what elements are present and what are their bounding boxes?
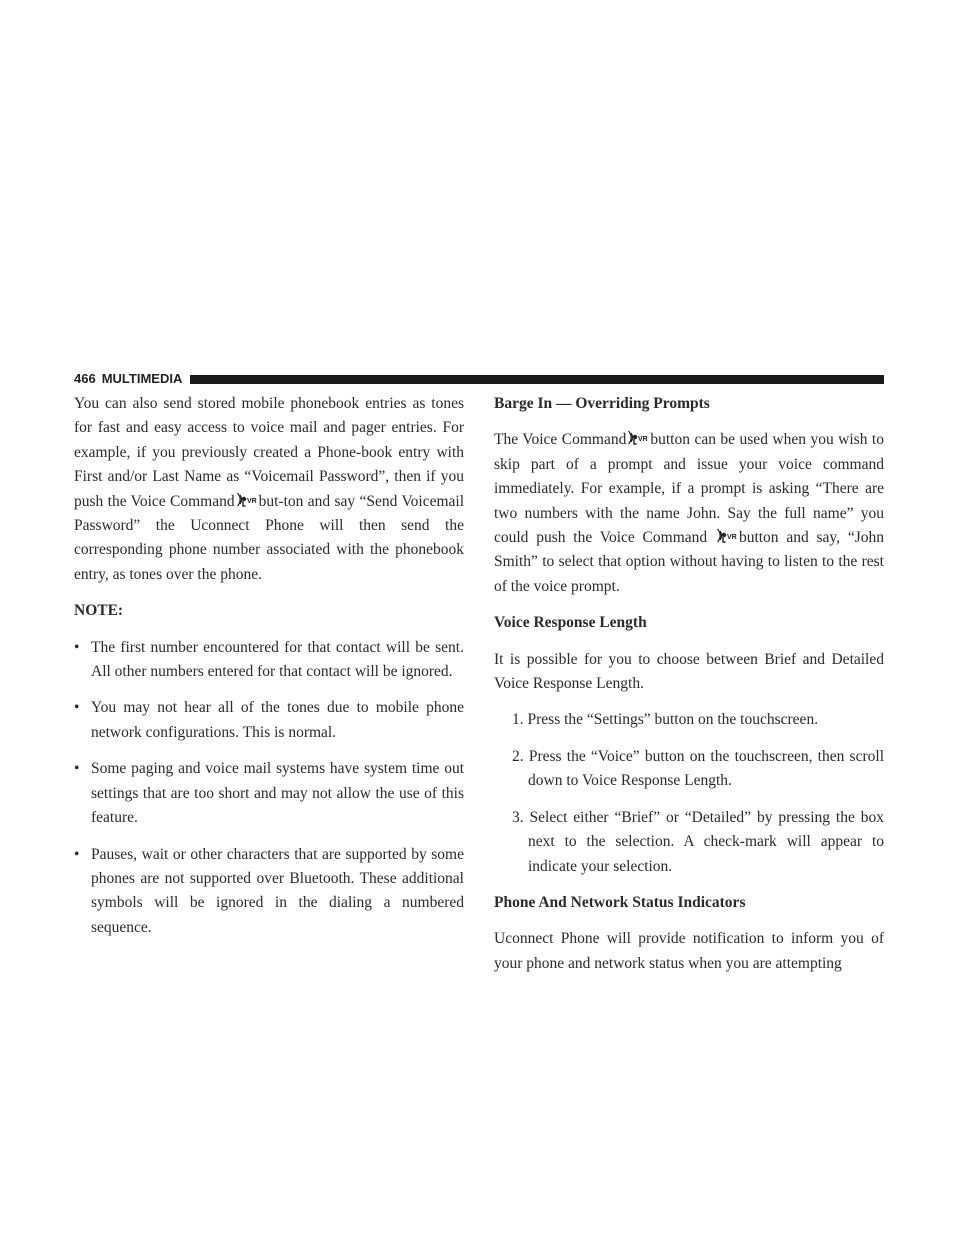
voice-response-length-paragraph: It is possible for you to choose between Brief and Detailed Voice Response Length.	[494, 650, 884, 693]
barge-text-b: button can be used when you wish to skip part of a prompt and issue your voice command immediately. For example, if a prompt is asking “There are two numbers with the name John. Say the full name” you could push the Voice Command	[494, 431, 884, 547]
note-list	[74, 636, 464, 940]
left-column	[74, 392, 464, 940]
list-item	[74, 636, 464, 685]
intro-text-b: but-ton and say “Send Voicemail Password” the Uconnect Phone will then send the corresponding phone number associated with the phonebook entry, as tones over the phone.	[74, 492, 465, 583]
section-title: MULTIMEDIA	[101, 371, 183, 386]
list-item	[74, 843, 464, 941]
intro-paragraph	[74, 392, 464, 587]
steps-list	[494, 708, 884, 878]
right-column	[494, 392, 884, 976]
barge-in-paragraph	[494, 428, 884, 599]
bullet-icon: •	[74, 638, 80, 656]
svg-text:VR: VR	[726, 534, 737, 542]
list-item	[74, 757, 464, 830]
voice-command-icon	[236, 492, 258, 507]
list-item-text: Pauses, wait or other characters that are supported by some phones are not supported over Bluetooth. These additional symbols will be ignored in the dialing a numbered sequence.	[91, 845, 464, 936]
list-item	[74, 696, 464, 745]
status-indicators-paragraph: Uconnect Phone will provide notification to inform you of your phone and network status when you are attempting	[494, 930, 884, 972]
barge-text-c: button and say, “John Smith” to select that option without having to listen to the rest of the voice prompt.	[494, 529, 885, 595]
header-rule	[190, 375, 884, 384]
intro-text-a: You can also send stored mobile phonebook entries as tones for fast and easy access to voice mail and pager entries. For example, if you previously created a Phone-book entry with First and/or Last Name as “Voicemail Password”, then if you push the Voice Command	[74, 395, 464, 510]
note-label: NOTE:	[74, 602, 124, 620]
page-number: 466	[74, 371, 96, 386]
bullet-icon: •	[74, 845, 80, 863]
list-item-text: You may not hear all of the tones due to mobile phone network configurations. This is normal.	[91, 699, 464, 741]
bullet-icon: •	[74, 699, 80, 717]
svg-text:VR: VR	[638, 436, 649, 444]
page-header	[74, 371, 884, 387]
barge-in-heading: Barge In — Overriding Prompts	[494, 395, 710, 412]
list-item-text: The first number encountered for that contact will be sent. All other numbers entered for that contact will be ignored.	[91, 638, 464, 681]
list-item: 3. Select either “Brief” or “Detailed” by pressing the box next to the selection. A check-mark will appear to indicate your selection.	[512, 808, 884, 875]
voice-command-icon	[627, 430, 649, 445]
bullet-icon: •	[74, 760, 80, 778]
list-item: 1. Press the “Settings” button on the touchscreen.	[512, 711, 819, 729]
voice-command-icon	[716, 528, 738, 543]
barge-text-a: The Voice Command	[494, 431, 627, 449]
list-item: 2. Press the “Voice” button on the touchscreen, then scroll down to Voice Response Length.	[512, 747, 884, 790]
svg-text:VR: VR	[246, 497, 257, 505]
status-indicators-heading: Phone And Network Status Indicators	[494, 893, 746, 911]
list-item-text: Some paging and voice mail systems have system time out settings that are too short and may not allow the use of this feature.	[91, 760, 464, 827]
voice-response-length-heading: Voice Response Length	[494, 614, 647, 632]
